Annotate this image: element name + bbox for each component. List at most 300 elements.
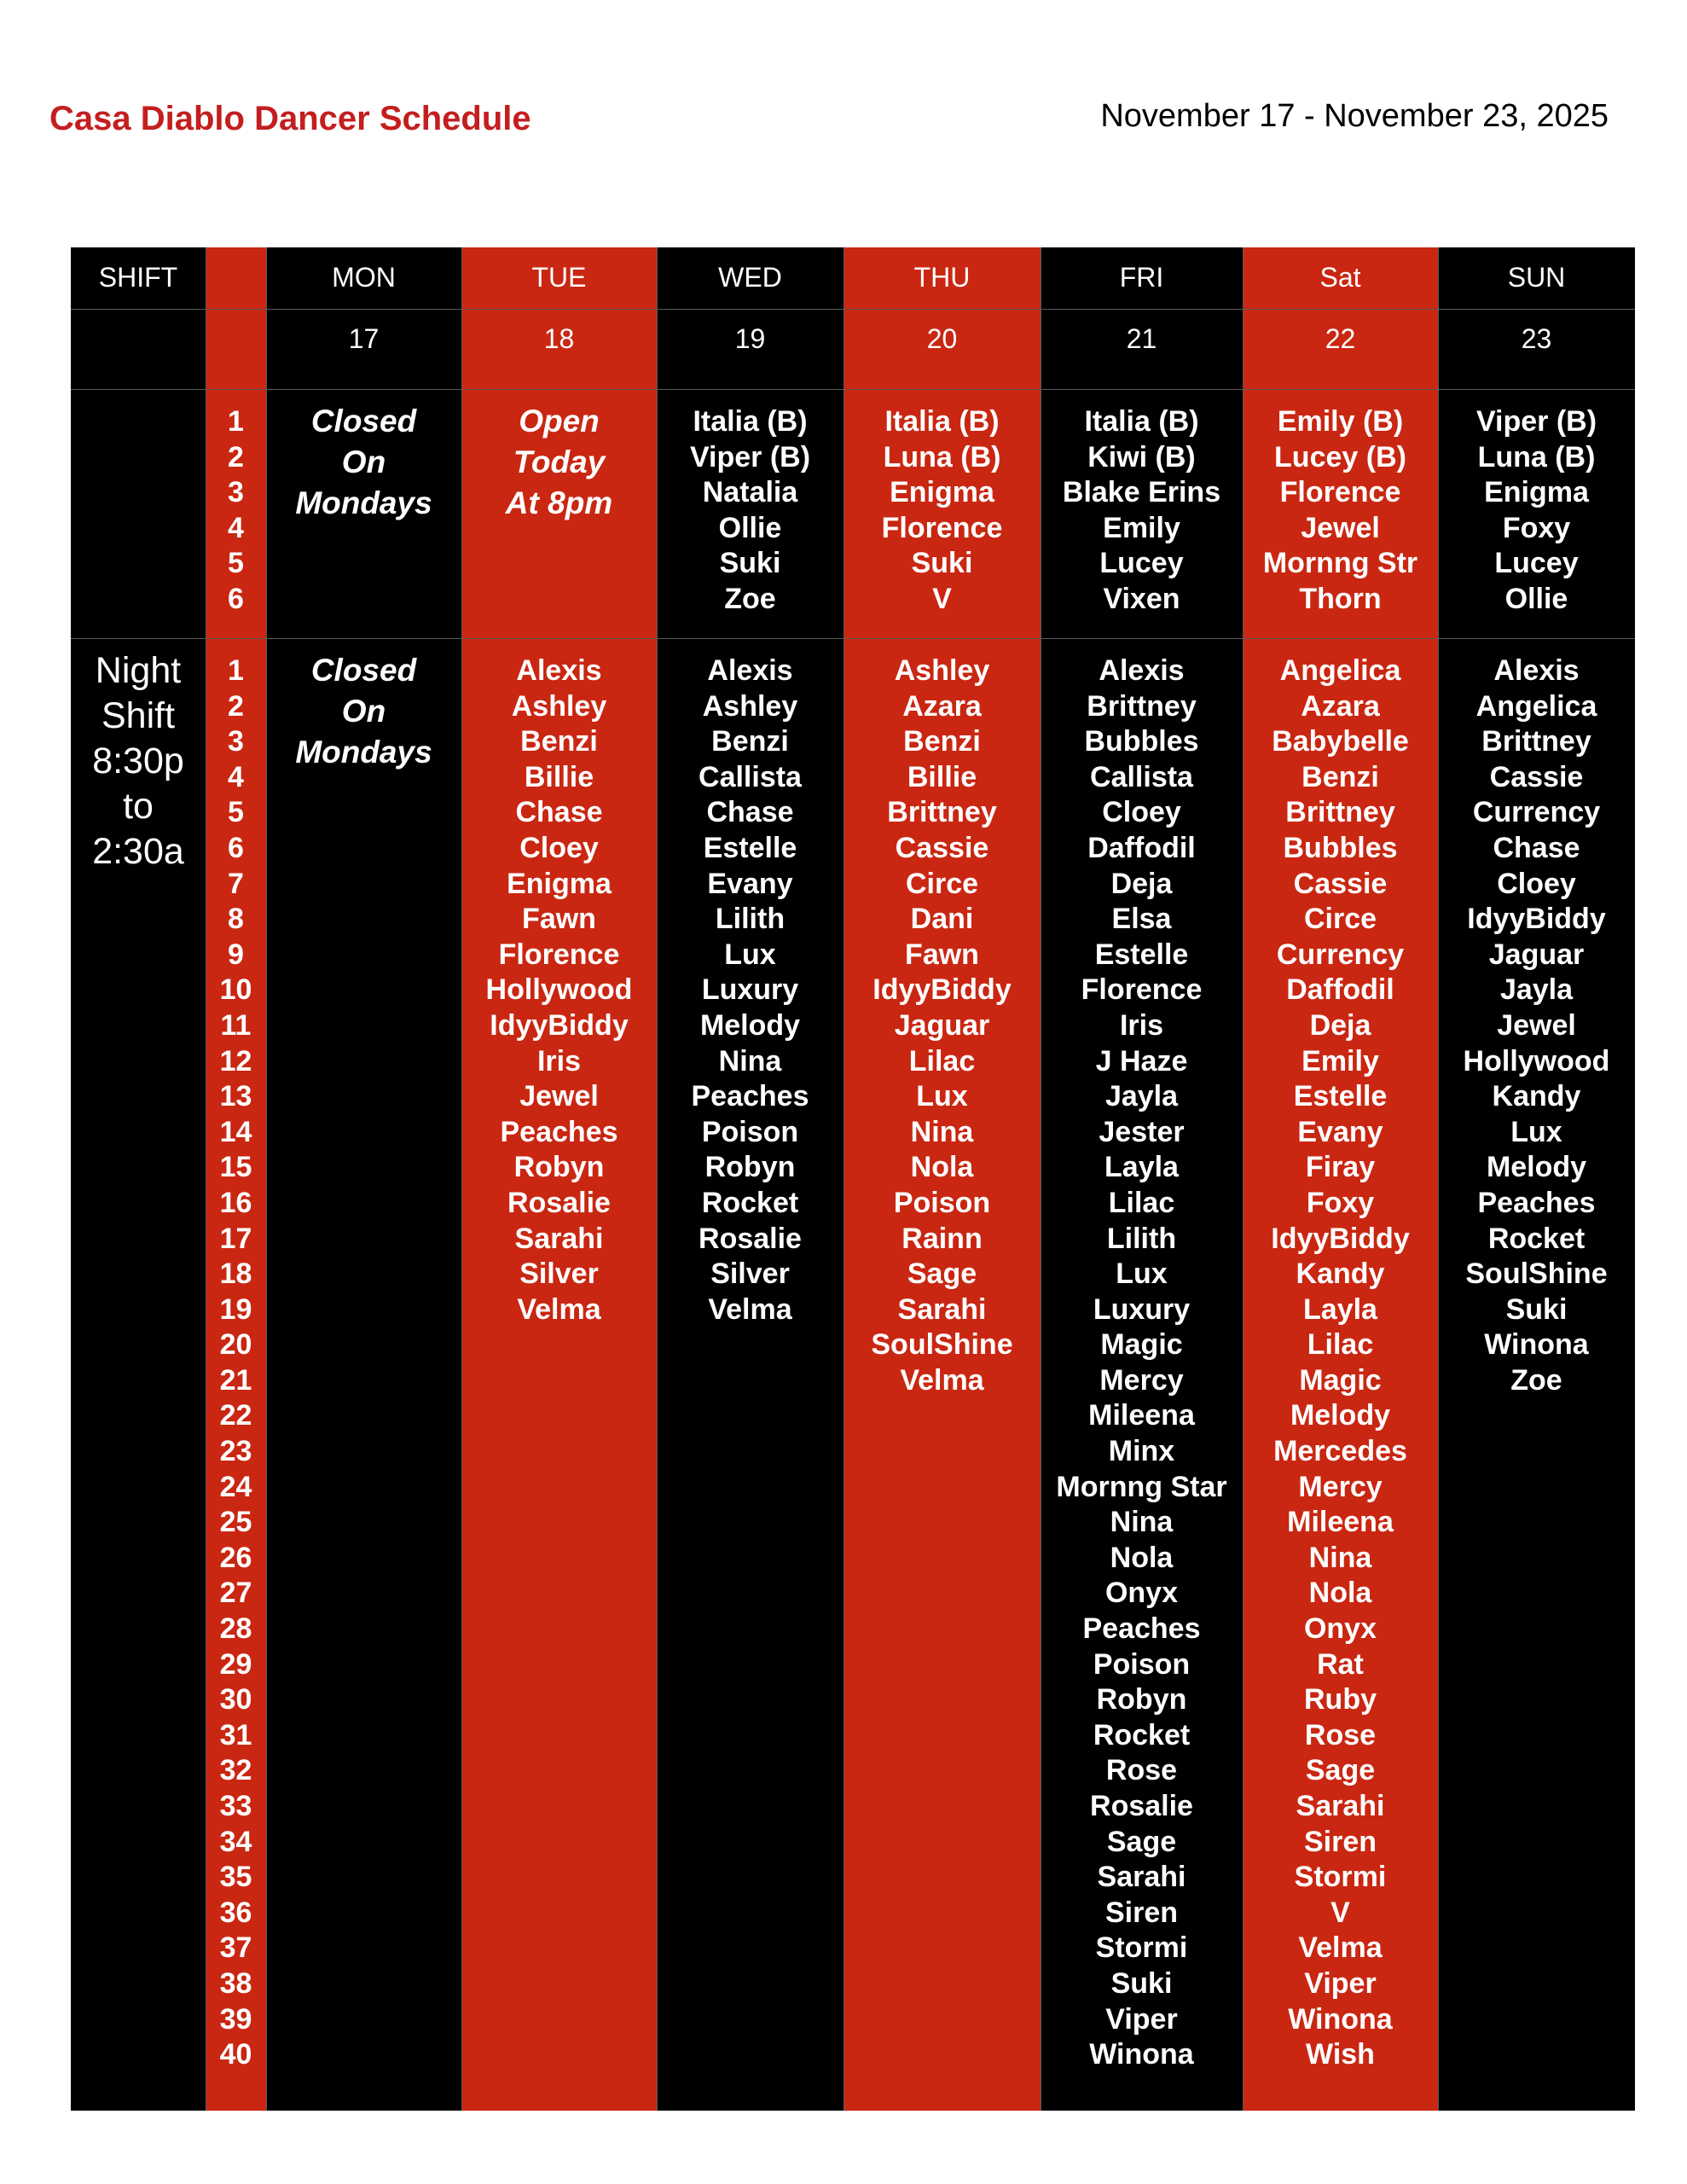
dancer-name: Jayla — [1499, 973, 1574, 1007]
dancer-name: Mercy — [1298, 1470, 1383, 1503]
dancer-name: Estelle — [1094, 938, 1189, 971]
dancer-name: Deja — [1110, 867, 1173, 900]
dancer-name: Robyn — [704, 1151, 796, 1184]
dancer-name: Cloey — [1102, 796, 1181, 829]
dancer-name: Jester — [1099, 1115, 1185, 1148]
dancer-name: Rose — [1304, 1718, 1377, 1751]
night-shift-label — [71, 648, 206, 874]
dancer-name: Ashley — [894, 654, 990, 687]
dancer-name: Nina — [1110, 1506, 1174, 1539]
dancer-name: Sarahi — [514, 1222, 604, 1255]
day-date: 21 — [1126, 323, 1157, 354]
dancer-name: Kandy — [1296, 1258, 1385, 1291]
dancer-name: Suki — [1110, 1966, 1173, 2000]
slot-number: 17 — [219, 1222, 252, 1255]
dancer-name: Wish — [1306, 2038, 1375, 2071]
slot-number: 40 — [219, 2038, 252, 2071]
note-line: Open — [519, 404, 600, 439]
dancer-name: Alexis — [1493, 654, 1580, 687]
row-divider — [71, 389, 1635, 390]
day-date: 23 — [1521, 323, 1552, 354]
dancer-name: Italia (B) — [693, 405, 808, 438]
dancer-name: Magic — [1100, 1328, 1183, 1362]
dancer-name: Melody — [1290, 1399, 1391, 1432]
dancer-name: Luxury — [701, 973, 799, 1007]
column-divider — [266, 247, 267, 2111]
dancer-name: Currency — [1472, 796, 1601, 829]
dancer-name: Rainn — [901, 1222, 983, 1255]
row-divider — [71, 309, 1635, 310]
dancer-name: Daffodil — [1286, 973, 1394, 1007]
night-shift-list — [657, 653, 844, 1327]
dancer-name: Magic — [1299, 1363, 1382, 1397]
night-shift-list — [1041, 653, 1243, 2073]
dancer-name: Cloey — [519, 831, 599, 864]
night-shift-list — [461, 653, 657, 1327]
night-slot-numbers — [206, 653, 266, 2073]
dancer-name: Rosalie — [507, 1186, 611, 1219]
dancer-name: Brittney — [1481, 725, 1591, 758]
dancer-name: Chase — [706, 796, 794, 829]
dancer-name: Rosalie — [699, 1222, 802, 1255]
dancer-name: Silver — [710, 1258, 790, 1291]
dancer-name: Chase — [1493, 831, 1580, 864]
dancer-name: Stormi — [1294, 1861, 1387, 1894]
slot-number: 30 — [219, 1683, 252, 1716]
day-date: 19 — [734, 323, 766, 354]
dancer-name: Lilith — [715, 903, 786, 936]
slot-number: 12 — [219, 1044, 252, 1077]
dancer-name: Azara — [1301, 689, 1380, 723]
column-divider — [1438, 247, 1439, 2111]
dancer-name: Mornng Str — [1262, 547, 1418, 580]
slot-number: 1 — [228, 405, 244, 438]
dancer-name: Florence — [1279, 476, 1401, 509]
dancer-name: Zoe — [724, 582, 776, 615]
dancer-name: Poison — [701, 1115, 799, 1148]
day-name: FRI — [1119, 262, 1164, 293]
dancer-name: Azara — [902, 689, 982, 723]
dancer-name: Angelica — [1475, 689, 1597, 723]
dancer-name: Ashley — [702, 689, 798, 723]
slot-number: 15 — [219, 1151, 252, 1184]
dancer-name: Italia (B) — [884, 405, 1000, 438]
dancer-name: Peaches — [500, 1115, 618, 1148]
dancer-name: Fawn — [905, 938, 979, 971]
dancer-name: Jewel — [1497, 1008, 1576, 1042]
dancer-name: Lux — [916, 1080, 968, 1113]
dancer-name: SoulShine — [871, 1328, 1013, 1362]
column-divider — [1243, 247, 1244, 2111]
dancer-name: Melody — [699, 1008, 801, 1042]
day-slot-numbers — [206, 404, 266, 618]
dancer-name: Minx — [1108, 1435, 1175, 1468]
dancer-name: Viper (B) — [689, 440, 811, 473]
dancer-name: J Haze — [1095, 1044, 1188, 1077]
dancer-name: Mornng Star — [1056, 1470, 1227, 1503]
day-name: SUN — [1507, 262, 1566, 293]
slot-number: 3 — [228, 725, 244, 758]
slot-number: 20 — [219, 1328, 252, 1362]
dancer-name: Callista — [1090, 760, 1193, 793]
dancer-name: IdyyBiddy — [1467, 903, 1606, 936]
slot-number: 35 — [219, 1861, 252, 1894]
dancer-name: Rat — [1317, 1647, 1364, 1681]
dancer-name: Rocket — [1487, 1222, 1586, 1255]
dancer-name: Viper — [1105, 2002, 1178, 2036]
slot-number: 37 — [219, 1931, 252, 1965]
dancer-name: Rocket — [701, 1186, 799, 1219]
dancer-name: Winona — [1288, 2002, 1393, 2036]
dancer-name: V — [1330, 1896, 1350, 1929]
slot-number: 31 — [219, 1718, 252, 1751]
dancer-name: Winona — [1089, 2038, 1194, 2071]
night-shift-note — [266, 650, 461, 773]
dancer-name: Silver — [519, 1258, 599, 1291]
dancer-name: Lilac — [1307, 1328, 1374, 1362]
dancer-name: Florence — [1081, 973, 1203, 1007]
dancer-name: Lilac — [1108, 1186, 1175, 1219]
dancer-name: Velma — [900, 1363, 984, 1397]
dancer-name: Emily — [1103, 511, 1180, 544]
dancer-name: Benzi — [711, 725, 789, 758]
slot-number: 24 — [219, 1470, 252, 1503]
note-line: Today — [513, 444, 606, 479]
dancer-name: Rose — [1105, 1754, 1178, 1787]
slot-number: 36 — [219, 1896, 252, 1929]
dancer-name: IdyyBiddy — [490, 1008, 629, 1042]
day-date: 17 — [348, 323, 380, 354]
dancer-name: Suki — [911, 547, 973, 580]
dancer-name: Lux — [1116, 1258, 1168, 1291]
slot-number: 6 — [228, 582, 244, 615]
dancer-name: Daffodil — [1087, 831, 1196, 864]
dancer-name: Lilac — [908, 1044, 976, 1077]
night-shift-list — [1438, 653, 1635, 1398]
slot-number: 39 — [219, 2002, 252, 2036]
dancer-name: Peaches — [1082, 1612, 1201, 1646]
schedule-table — [71, 247, 1635, 2111]
dancer-name: Peaches — [1477, 1186, 1596, 1219]
dancer-name: Nina — [1308, 1541, 1372, 1574]
day-column-mon — [266, 247, 461, 2111]
slot-number: 27 — [219, 1577, 252, 1610]
dancer-name: Velma — [708, 1292, 792, 1326]
night-shift-label-line: 2:30a — [92, 831, 184, 872]
dancer-name: Dani — [910, 903, 974, 936]
dancer-name: Cloey — [1497, 867, 1576, 900]
dancer-name: Benzi — [903, 725, 981, 758]
dancer-name: Iris — [1119, 1008, 1164, 1042]
slot-number: 32 — [219, 1754, 252, 1787]
dancer-name: Currency — [1276, 938, 1405, 971]
dancer-name: Lucey — [1494, 547, 1579, 580]
night-shift-list — [1243, 653, 1438, 2073]
dancer-name: Nina — [910, 1115, 974, 1148]
column-divider — [657, 247, 658, 2111]
day-shift-list — [844, 404, 1041, 618]
column-divider — [461, 247, 462, 2111]
night-shift-label-line: to — [123, 786, 154, 827]
day-column-fri — [1041, 247, 1243, 2111]
slot-number: 7 — [228, 867, 244, 900]
slot-number: 11 — [220, 1008, 252, 1042]
dancer-name: Luna (B) — [883, 440, 1001, 473]
dancer-name: Siren — [1104, 1896, 1179, 1929]
day-name: Sat — [1319, 262, 1361, 293]
dancer-name: Billie — [524, 760, 594, 793]
slot-number: 26 — [219, 1541, 252, 1574]
slot-number: 19 — [219, 1292, 252, 1326]
slot-number-column — [206, 247, 266, 2111]
shift-header: SHIFT — [98, 262, 178, 293]
dancer-name: Lilith — [1106, 1222, 1177, 1255]
slot-number: 16 — [219, 1186, 252, 1219]
dancer-name: Nola — [1110, 1541, 1174, 1574]
dancer-name: Jaguar — [894, 1008, 990, 1042]
row-divider — [71, 638, 1635, 639]
slot-number: 25 — [219, 1506, 252, 1539]
dancer-name: Ashley — [511, 689, 607, 723]
note-line: Mondays — [295, 485, 432, 520]
day-name: THU — [913, 262, 971, 293]
day-shift-list — [1438, 404, 1635, 618]
dancer-name: Viper — [1304, 1966, 1377, 2000]
dancer-name: IdyyBiddy — [1271, 1222, 1410, 1255]
dancer-name: Vixen — [1103, 582, 1180, 615]
slot-number: 3 — [228, 476, 244, 509]
dancer-name: Sage — [907, 1258, 977, 1291]
slot-number: 10 — [219, 973, 252, 1007]
slot-number: 23 — [219, 1435, 252, 1468]
dancer-name: Estelle — [703, 831, 797, 864]
dancer-name: Layla — [1303, 1292, 1377, 1326]
dancer-name: Rosalie — [1090, 1790, 1193, 1822]
dancer-name: Foxy — [1502, 511, 1571, 544]
day-shift-list — [1041, 404, 1243, 618]
note-line: Closed — [310, 653, 417, 688]
dancer-name: Alexis — [1099, 654, 1185, 687]
dancer-name: Callista — [699, 760, 802, 793]
dancer-name: Mercy — [1099, 1363, 1184, 1397]
dancer-name: Melody — [1486, 1151, 1587, 1184]
dancer-name: Benzi — [520, 725, 598, 758]
page-title: Casa Diablo Dancer Schedule — [49, 100, 531, 137]
dancer-name: Alexis — [707, 654, 793, 687]
dancer-name: Estelle — [1293, 1080, 1388, 1113]
dancer-name: Kandy — [1492, 1080, 1581, 1113]
dancer-name: Siren — [1303, 1825, 1377, 1858]
day-shift-list — [657, 404, 844, 618]
dancer-name: Layla — [1104, 1151, 1179, 1184]
dancer-name: Evany — [1297, 1115, 1383, 1148]
note-line: At 8pm — [505, 485, 613, 520]
dancer-name: Bubbles — [1084, 725, 1199, 758]
dancer-name: Jewel — [519, 1080, 599, 1113]
dancer-name: Mileena — [1287, 1506, 1394, 1539]
slot-number: 34 — [219, 1825, 252, 1858]
note-line: Mondays — [295, 735, 432, 770]
dancer-name: Alexis — [516, 654, 602, 687]
night-shift-label-line: 8:30p — [92, 741, 184, 781]
dancer-name: Ruby — [1304, 1683, 1377, 1716]
slot-number: 14 — [219, 1115, 252, 1148]
dancer-name: Circe — [905, 867, 979, 900]
date-range: November 17 - November 23, 2025 — [1100, 98, 1609, 134]
dancer-name: Foxy — [1306, 1186, 1375, 1219]
shift-column — [71, 247, 206, 2111]
dancer-name: Robyn — [1096, 1683, 1187, 1716]
slot-number: 2 — [228, 689, 244, 723]
dancer-name: Viper (B) — [1475, 405, 1597, 438]
dancer-name: Lux — [724, 938, 776, 971]
day-shift-note — [266, 401, 461, 524]
dancer-name: Sage — [1106, 1825, 1177, 1858]
slot-number: 38 — [219, 1966, 252, 2000]
dancer-name: Chase — [515, 796, 603, 829]
slot-number: 5 — [228, 547, 244, 580]
dancer-name: Jaguar — [1488, 938, 1585, 971]
dancer-name: Rocket — [1093, 1718, 1191, 1751]
dancer-name: Lucey (B) — [1274, 440, 1406, 473]
dancer-name: Brittney — [887, 796, 997, 829]
day-shift-list — [1243, 404, 1438, 618]
day-name: WED — [718, 262, 782, 293]
dancer-name: Sarahi — [1097, 1861, 1186, 1894]
day-shift-note — [461, 401, 657, 524]
day-date: 18 — [543, 323, 575, 354]
dancer-name: Enigma — [1484, 476, 1589, 509]
dancer-name: Mercedes — [1273, 1435, 1407, 1468]
slot-number: 8 — [228, 903, 244, 936]
note-line: On — [341, 694, 386, 729]
dancer-name: Onyx — [1303, 1612, 1377, 1646]
day-column-sun — [1438, 247, 1635, 2111]
slot-number: 4 — [228, 760, 244, 793]
dancer-name: Lucey — [1099, 547, 1184, 580]
dancer-name: Poison — [893, 1186, 991, 1219]
dancer-name: Benzi — [1301, 760, 1379, 793]
dancer-name: Deja — [1309, 1008, 1371, 1042]
dancer-name: Emily (B) — [1277, 405, 1404, 438]
day-date: 20 — [926, 323, 958, 354]
dancer-name: Sarahi — [897, 1292, 987, 1326]
dancer-name: Luna (B) — [1477, 440, 1596, 473]
day-column-tue — [461, 247, 657, 2111]
note-line: Closed — [310, 404, 417, 439]
dancer-name: Nola — [1308, 1577, 1372, 1610]
day-column-wed — [657, 247, 844, 2111]
dancer-name: Enigma — [507, 867, 612, 900]
dancer-name: Babybelle — [1272, 725, 1409, 758]
dancer-name: Nola — [910, 1151, 974, 1184]
dancer-name: Emily — [1301, 1044, 1379, 1077]
dancer-name: Nina — [718, 1044, 782, 1077]
day-column-thu — [844, 247, 1041, 2111]
night-shift-list — [844, 653, 1041, 1398]
dancer-name: Winona — [1484, 1328, 1589, 1362]
dancer-name: Bubbles — [1283, 831, 1398, 864]
dancer-name: Evany — [707, 867, 793, 900]
note-line: On — [341, 444, 386, 479]
dancer-name: Natalia — [702, 476, 798, 509]
dancer-name: Mileena — [1088, 1399, 1195, 1432]
dancer-name: Hollywood — [485, 973, 633, 1007]
dancer-name: Elsa — [1111, 903, 1172, 936]
slot-number: 22 — [219, 1399, 252, 1432]
slot-number: 6 — [228, 831, 244, 864]
dancer-name: Fawn — [522, 903, 596, 936]
dancer-name: Circe — [1303, 903, 1377, 936]
dancer-name: Onyx — [1104, 1577, 1179, 1610]
dancer-name: Suki — [719, 547, 781, 580]
slot-number: 2 — [228, 440, 244, 473]
dancer-name: Stormi — [1095, 1931, 1188, 1965]
dancer-name: Cassie — [1293, 867, 1388, 900]
dancer-name: Hollywood — [1463, 1044, 1610, 1077]
dancer-name: Brittney — [1285, 796, 1395, 829]
slot-number: 5 — [228, 796, 244, 829]
night-shift-label-line: Night — [95, 650, 182, 691]
dancer-name: Enigma — [890, 476, 994, 509]
dancer-name: Kiwi (B) — [1087, 440, 1196, 473]
slot-number: 28 — [219, 1612, 252, 1646]
day-date: 22 — [1325, 323, 1356, 354]
dancer-name: Suki — [1505, 1292, 1568, 1326]
dancer-name: SoulShine — [1465, 1258, 1608, 1291]
slot-number: 9 — [228, 938, 244, 971]
dancer-name: Italia (B) — [1084, 405, 1199, 438]
slot-number: 1 — [228, 654, 244, 687]
slot-number: 4 — [228, 511, 244, 544]
dancer-name: IdyyBiddy — [872, 973, 1012, 1007]
dancer-name: Poison — [1093, 1647, 1191, 1681]
dancer-name: Jewel — [1301, 511, 1380, 544]
dancer-name: Robyn — [513, 1151, 605, 1184]
dancer-name: Billie — [907, 760, 977, 793]
day-name: MON — [332, 262, 396, 293]
night-shift-label-line: Shift — [101, 695, 176, 736]
dancer-name: Angelica — [1279, 654, 1401, 687]
dancer-name: Peaches — [691, 1080, 809, 1113]
dancer-name: Zoe — [1510, 1363, 1562, 1397]
dancer-name: Firay — [1305, 1151, 1376, 1184]
dancer-name: Thorn — [1299, 582, 1382, 615]
dancer-name: Lux — [1510, 1115, 1562, 1148]
dancer-name: Velma — [517, 1292, 601, 1326]
dancer-name: Ollie — [718, 511, 782, 544]
dancer-name: Blake Erins — [1062, 476, 1221, 509]
dancer-name: Sage — [1305, 1754, 1376, 1787]
dancer-name: Luxury — [1093, 1292, 1191, 1326]
dancer-name: Iris — [536, 1044, 582, 1077]
slot-number: 13 — [219, 1080, 252, 1113]
slot-number: 33 — [219, 1790, 252, 1822]
dancer-name: Cassie — [895, 831, 989, 864]
slot-number: 18 — [219, 1258, 252, 1291]
dancer-name: Brittney — [1087, 689, 1197, 723]
dancer-name: Florence — [881, 511, 1003, 544]
dancer-name: Velma — [1298, 1931, 1383, 1965]
slot-number: 29 — [219, 1647, 252, 1681]
slot-number: 21 — [219, 1363, 252, 1397]
day-column-sat — [1243, 247, 1438, 2111]
dancer-name: Cassie — [1489, 760, 1584, 793]
dancer-name: Jayla — [1104, 1080, 1179, 1113]
dancer-name: Florence — [498, 938, 620, 971]
day-name: TUE — [531, 262, 587, 293]
dancer-name: V — [932, 582, 952, 615]
